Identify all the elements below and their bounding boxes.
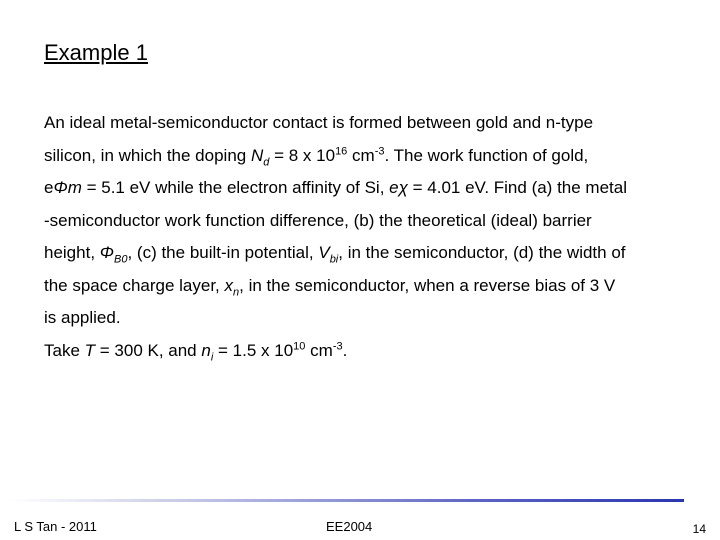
text-line-6: the space charge layer, $x_n$, in the semiconductor, when a reverse bias of 3 V <box>44 275 616 298</box>
text-line-4: -semiconductor work function difference, (b) the theoretical (ideal) barrier <box>44 210 592 230</box>
text-line-7: is applied. <box>44 308 121 327</box>
footer-rule <box>10 499 684 502</box>
slide-title: Example 1 <box>44 40 148 65</box>
text-line-5: height, $\Phi_{B0}$, (c) the built-in potential, $V_{bi}$, in the semiconductor, (d) the width of <box>44 243 626 266</box>
footer-author: L S Tan - 2011 <box>14 519 97 534</box>
page-number: 14 <box>692 522 706 536</box>
text-line-2: silicon, in which the doping $N_d = 8$ x $10^{16}$ $cm^{-3}$. The work function of gold, <box>44 144 589 168</box>
text-line-3: eΦm = 5.1 eV while the electron affinity of Si, eχ = 4.01 eV. Find (a) the metal <box>44 178 627 197</box>
text-line-8: Take T = 300 K, and $n_i = 1.5$ x $10^{10}$ $cm^{-3}$. <box>44 339 348 363</box>
problem-text <box>44 107 684 367</box>
footer-course: EE2004 <box>326 519 373 534</box>
text-line-1: An ideal metal-semiconductor contact is formed between gold and n-type <box>44 113 594 132</box>
